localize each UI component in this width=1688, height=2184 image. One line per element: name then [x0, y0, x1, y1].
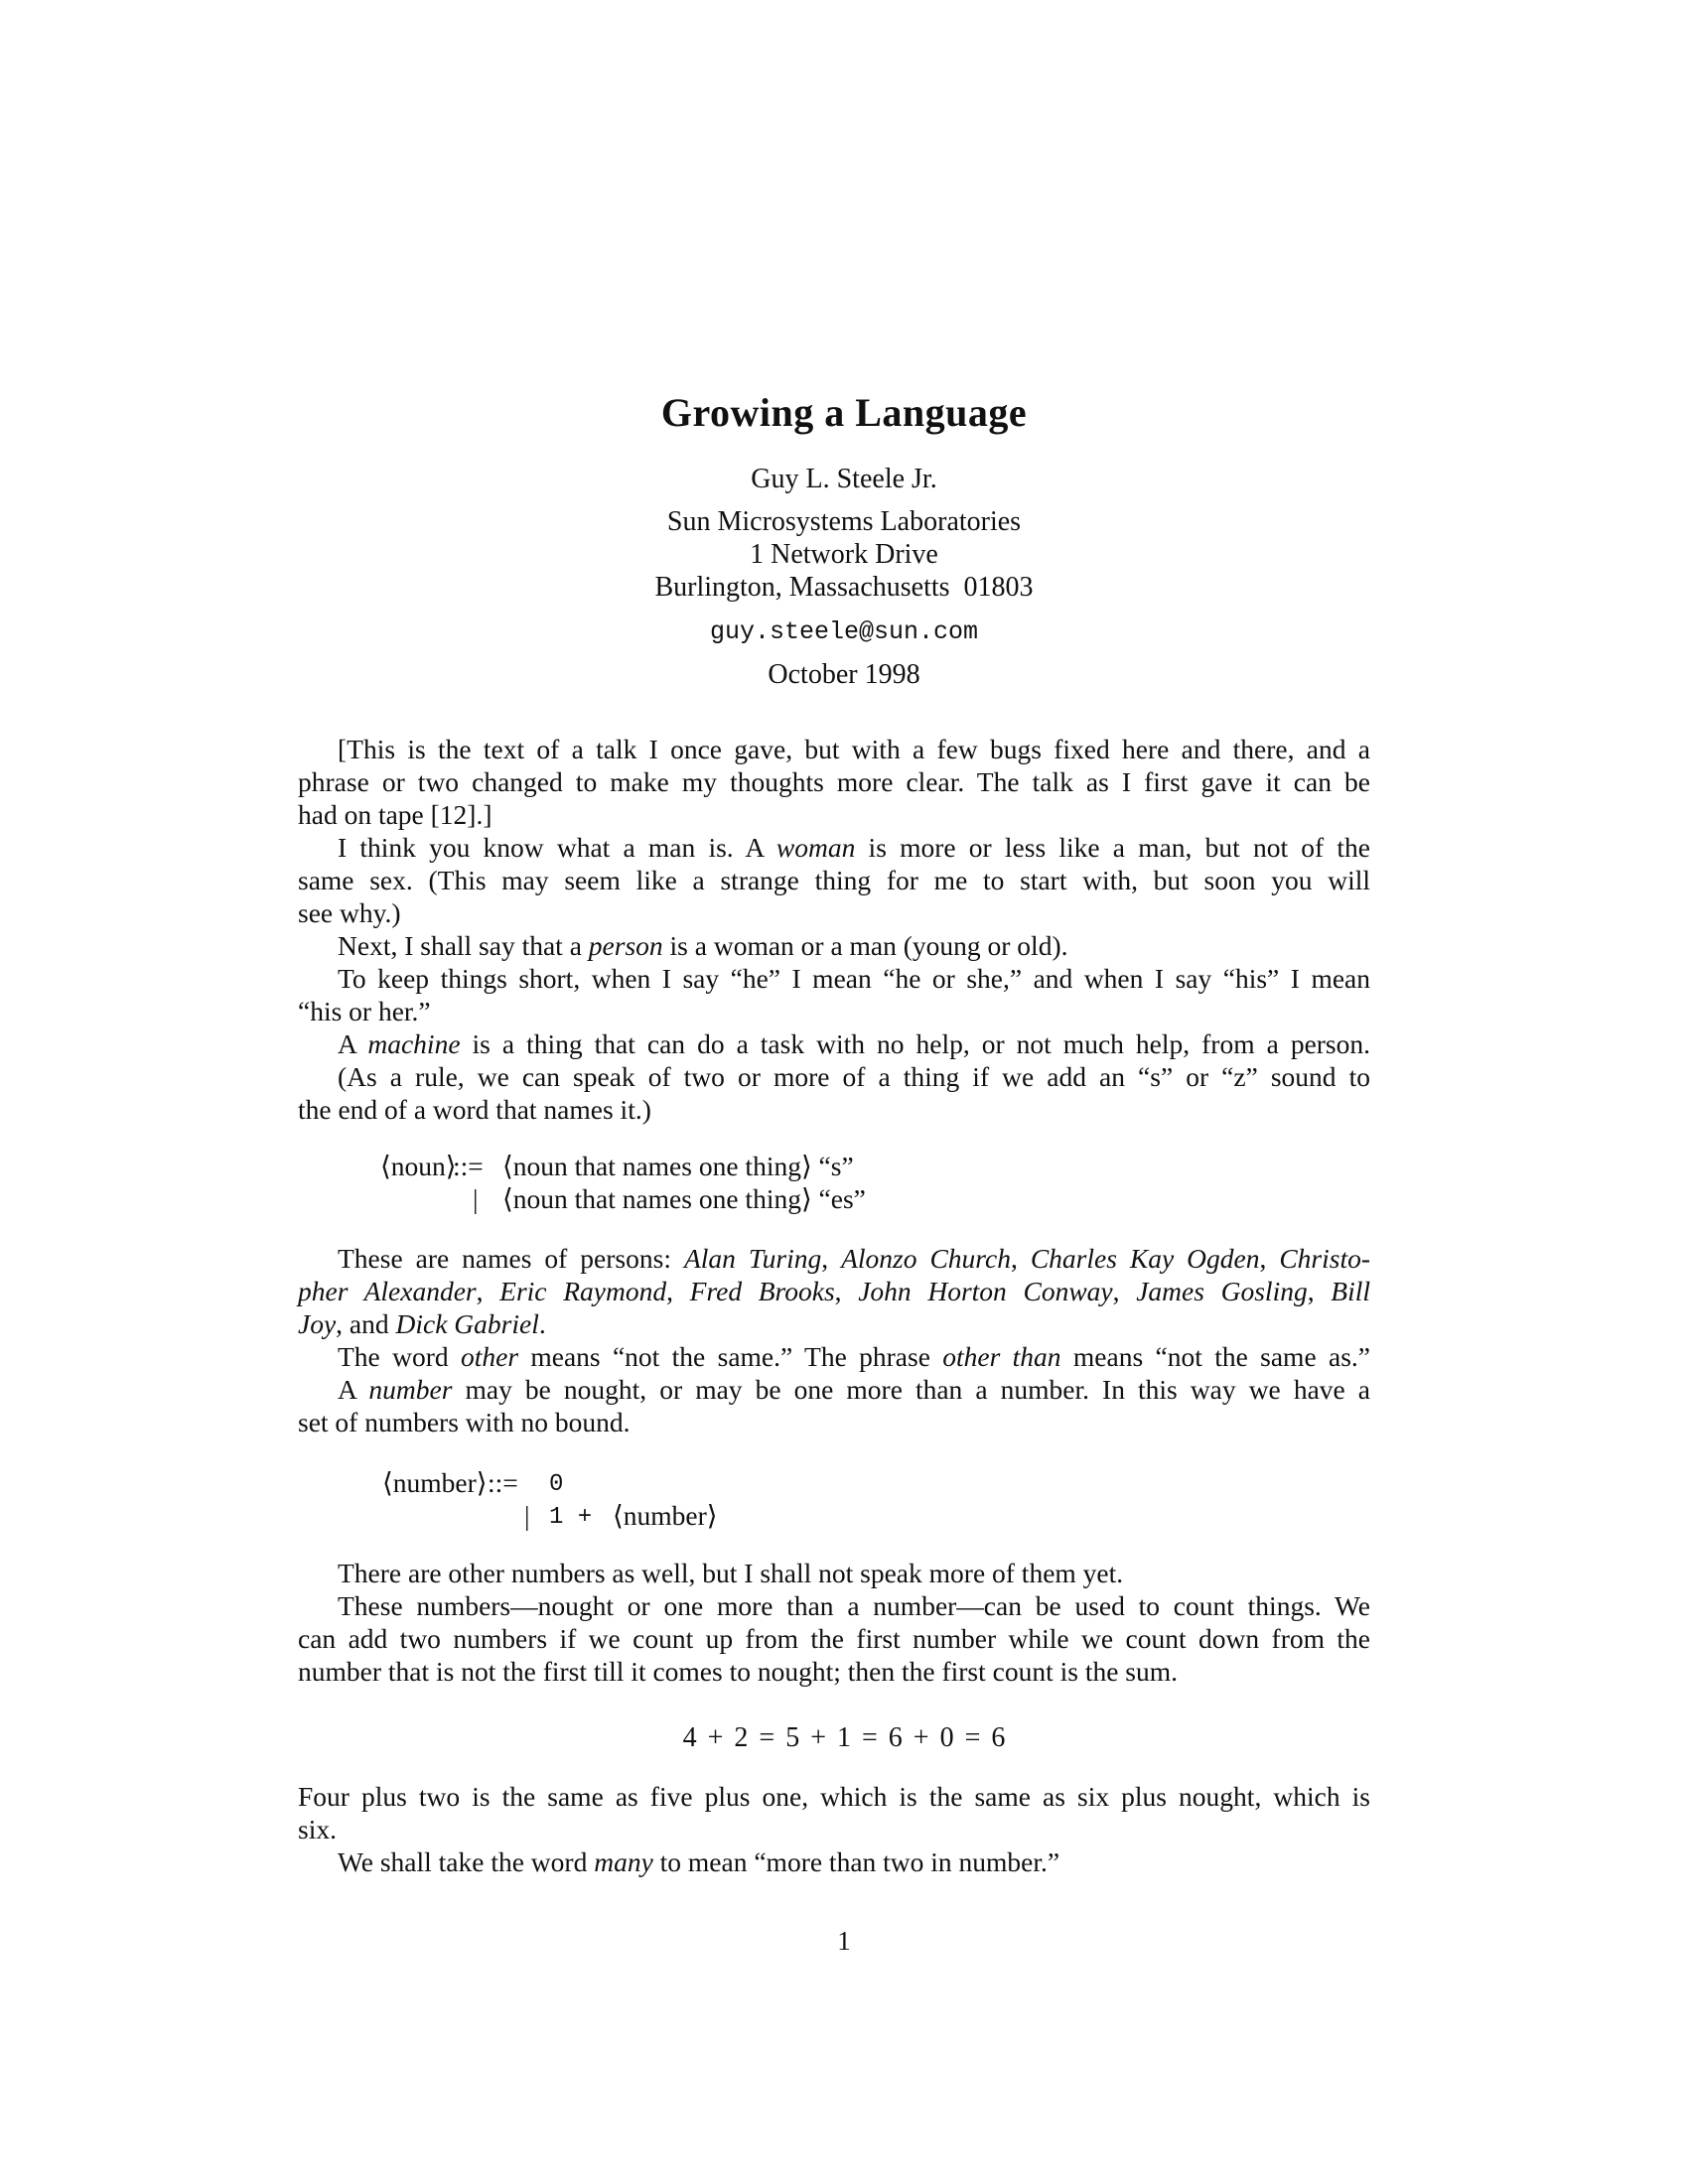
text-line: number that is not the first till it comes to nought; then the first count is the sum. — [298, 1656, 1179, 1687]
text-line: six. — [298, 1814, 337, 1844]
text-line: see why.) — [298, 897, 401, 928]
text-line: [This is the text of a talk I once gave, but with a few bugs fixed here and there, and a — [338, 734, 1370, 764]
paragraph-number — [298, 1373, 1370, 1438]
author-name: Guy L. Steele Jr. — [751, 464, 937, 494]
text-line: These numbers—nought or one more than a number—can be used to count things. We — [338, 1590, 1370, 1621]
text-line: “his or her.” — [298, 996, 431, 1026]
text-line: To keep things short, when I say “he” I mean “he or she,” and when I say “his” I mean — [338, 963, 1370, 994]
body-text-block-1 — [298, 733, 1370, 1126]
grammar-alternative-bar: | — [524, 1500, 530, 1531]
text-line: set of numbers with no bound. — [298, 1407, 631, 1437]
text-line: had on tape [12].] — [298, 799, 492, 830]
text-line: Four plus two is the same as five plus one, which is the same as six plus nought, which is — [298, 1781, 1370, 1812]
text-line: can add two numbers if we count up from the first number while we count down from the — [298, 1623, 1370, 1654]
grammar-rhs: ⟨noun that names one thing⟩ “s” — [502, 1151, 854, 1181]
grammar-rhs: ⟨noun that names one thing⟩ “es” — [502, 1183, 866, 1214]
page-number: 1 — [837, 1926, 851, 1956]
affiliation-line: 1 Network Drive — [750, 539, 938, 570]
text-line: A number may be nought, or may be one more than a number. In this way we have a — [338, 1374, 1370, 1405]
grammar-one-plus: 1 + — [549, 1504, 593, 1531]
paragraph-machine — [298, 1027, 1370, 1060]
grammar-define-symbol: ::= — [453, 1151, 484, 1181]
text-line: the end of a word that names it.) — [298, 1094, 651, 1125]
text-line: pher Alexander, Eric Raymond, Fred Brooks, John Horton Conway, James Gosling, Bill — [298, 1276, 1371, 1306]
paragraph-other — [298, 1340, 1370, 1373]
text-line: Next, I shall say that a person is a woman or a man (young or old). — [338, 930, 1068, 961]
affiliation-line: Sun Microsystems Laboratories — [666, 506, 1022, 537]
emphasis: machine — [367, 1028, 461, 1059]
text-line: There are other numbers as well, but I shall not speak more of them yet. — [338, 1558, 1124, 1588]
text-line: The word other means “not the same.” The phrase other than means “not the same as.” — [338, 1341, 1370, 1372]
paragraph-many — [298, 1845, 1370, 1878]
text-line: phrase or two changed to make my thoughts more clear. The talk as I first gave it can be — [298, 766, 1370, 797]
paragraph-persons — [298, 1242, 1370, 1340]
display-equation: 4 + 2 = 5 + 1 = 6 + 0 = 6 — [682, 1722, 1006, 1753]
grammar-zero: 0 — [549, 1471, 564, 1498]
paper-date: October 1998 — [768, 659, 920, 690]
grammar-define-symbol: ::= — [488, 1467, 518, 1498]
grammar-lhs: ⟨number⟩ — [382, 1467, 488, 1498]
emphasis: person — [588, 930, 663, 961]
paragraph-counting — [298, 1589, 1370, 1688]
paper-title: Growing a Language — [660, 390, 1028, 435]
body-text-block-3 — [298, 1557, 1370, 1688]
text-line: (As a rule, we can speak of two or more of a thing if we add an “s” or “z” sound to — [338, 1061, 1370, 1092]
body-text-block-4 — [298, 1780, 1370, 1878]
text-line: These are names of persons: Alan Turing, Alonzo Church, Charles Kay Ogden, Christo- — [338, 1243, 1371, 1274]
author-email: guy.steele@sun.com — [709, 617, 979, 646]
paragraph-intro — [298, 733, 1370, 831]
paragraph-four-plus-two — [298, 1780, 1370, 1845]
emphasis: woman — [775, 832, 856, 863]
paragraph-woman — [298, 831, 1370, 929]
affiliation-line: Burlington, Massachusetts 01803 — [654, 572, 1034, 603]
grammar-rhs: ⟨number⟩ — [613, 1500, 718, 1531]
author-affiliation — [0, 505, 1688, 604]
grammar-alternative-bar: | — [473, 1183, 479, 1214]
text-line: We shall take the word many to mean “more than two in number.” — [338, 1846, 1060, 1877]
text-line: A machine is a thing that can do a task with no help, or not much help, from a person. — [338, 1028, 1371, 1059]
paragraph-other-numbers — [298, 1557, 1370, 1589]
paragraph-plural-rule — [298, 1060, 1370, 1126]
grammar-lhs: ⟨noun⟩ — [380, 1151, 457, 1181]
body-text-block-2 — [298, 1242, 1370, 1438]
text-line: I think you know what a man is. A woman is more or less like a man, but not of the — [338, 832, 1371, 863]
text-line: Joy, and Dick Gabriel. — [298, 1308, 546, 1339]
text-line: same sex. (This may seem like a strange thing for me to start with, but soon you will — [298, 865, 1370, 895]
paragraph-pronouns — [298, 962, 1370, 1027]
paragraph-person — [298, 929, 1370, 962]
